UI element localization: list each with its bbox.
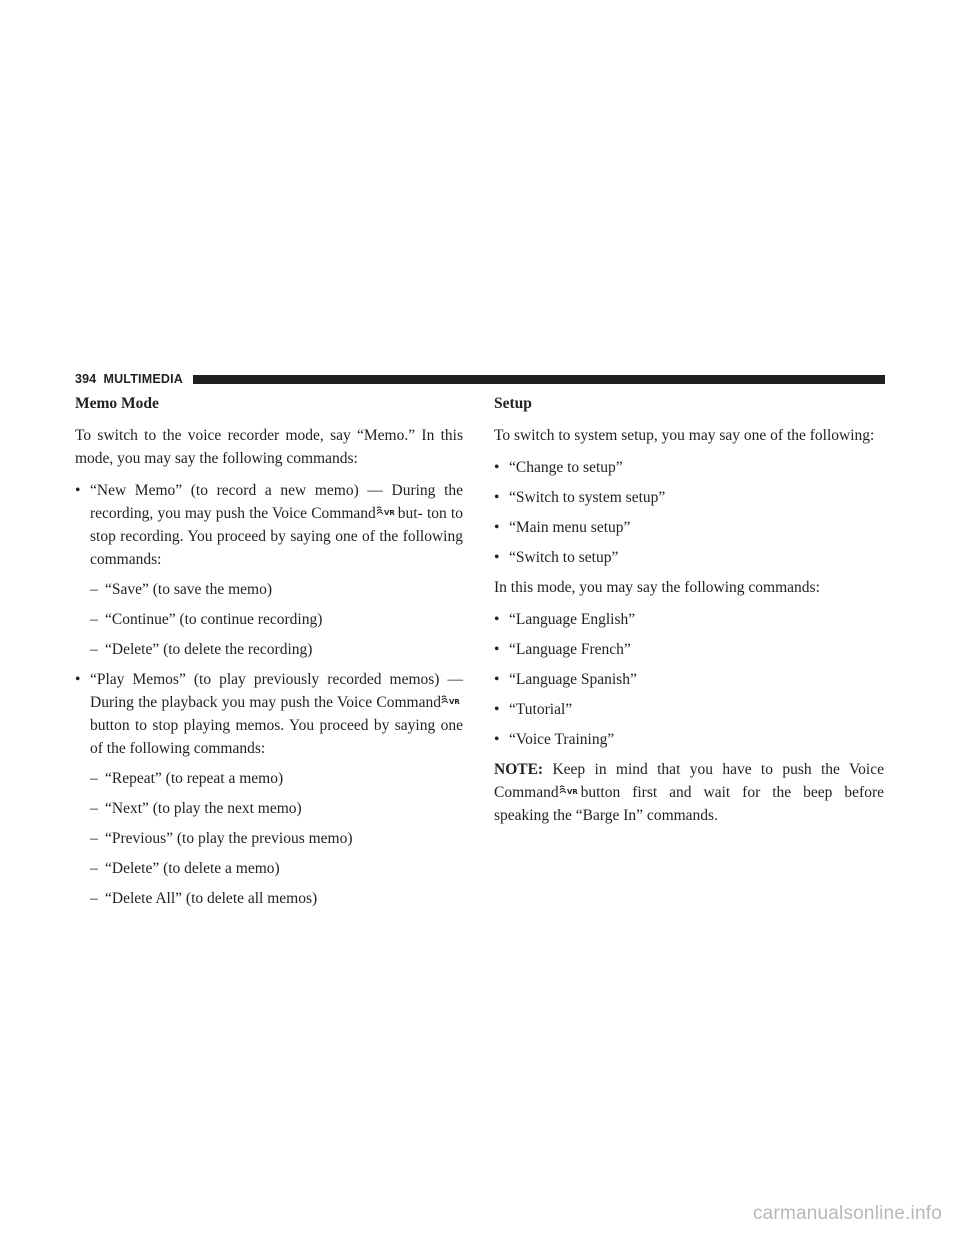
note-text-part2: button first and wait for the beep before speaking the “Barge In” commands. [494,784,884,824]
note-paragraph [494,758,884,827]
svg-text:VR: VR [383,509,395,517]
setup-item: • “Main menu setup” [494,519,631,536]
section-title: MULTIMEDIA [103,372,184,386]
sub-item-delete-all: – “Delete All” (to delete all memos) [90,890,318,907]
memo-mode-heading: Memo Mode [75,395,159,412]
setup-intro: To switch to system setup, you may say one of the following: [494,427,875,444]
right-column [494,392,884,836]
page-number: 394 [75,372,97,386]
bullet-symbol: • [75,671,81,688]
voice-command-icon [559,784,581,798]
sub-item-next: – “Next” (to play the next memo) [90,800,302,817]
bullet-play-memos [75,668,463,760]
mode-item: • “Tutorial” [494,701,573,718]
header-rule [193,375,885,384]
sub-item-repeat: – “Repeat” (to repeat a memo) [90,770,284,787]
bullet-new-memo [75,479,463,571]
bullet-symbol: • [75,482,81,499]
mode-item: • “Language English” [494,611,636,628]
watermark: carmanualsonline.info [752,1203,942,1224]
sub-item-delete-recording: – “Delete” (to delete the recording) [90,641,313,658]
bullet-text-part1: “New Memo” (to record a new memo) — During the recording, you may push the Voice Command [90,482,463,522]
svg-text:VR: VR [566,788,578,796]
sub-item-continue: – “Continue” (to continue recording) [90,611,323,628]
sub-item-delete-memo: – “Delete” (to delete a memo) [90,860,280,877]
voice-command-icon [376,505,398,519]
page-header [75,371,885,387]
voice-command-icon [441,694,463,708]
mode-intro: In this mode, you may say the following commands: [494,579,820,596]
bullet-text-part1: “Play Memos” (to play previously recorded memos) — During the playback you may push the Voice Command [90,671,463,711]
memo-intro: To switch to the voice recorder mode, say “Memo.” In this mode, you may say the following commands: [75,427,463,467]
bullet-text-part2: but- ton to stop recording. You proceed by saying one of the following commands: [90,505,463,568]
mode-item: • “Language French” [494,641,631,658]
mode-item: • “Voice Training” [494,731,615,748]
setup-item: • “Switch to system setup” [494,489,666,506]
bullet-text-part2: button to stop playing memos. You proceed by saying one of the following commands: [90,717,463,757]
left-column [75,392,463,917]
mode-item: • “Language Spanish” [494,671,637,688]
setup-item: • “Switch to setup” [494,549,619,566]
sub-item-previous: – “Previous” (to play the previous memo) [90,830,353,847]
setup-item: • “Change to setup” [494,459,623,476]
setup-heading: Setup [494,395,532,412]
svg-text:VR: VR [449,698,460,706]
sub-item-save: – “Save” (to save the memo) [90,581,272,598]
note-text-part1: Keep in mind that you have to push the Voice Command [494,761,884,801]
note-label: NOTE: [494,761,544,778]
